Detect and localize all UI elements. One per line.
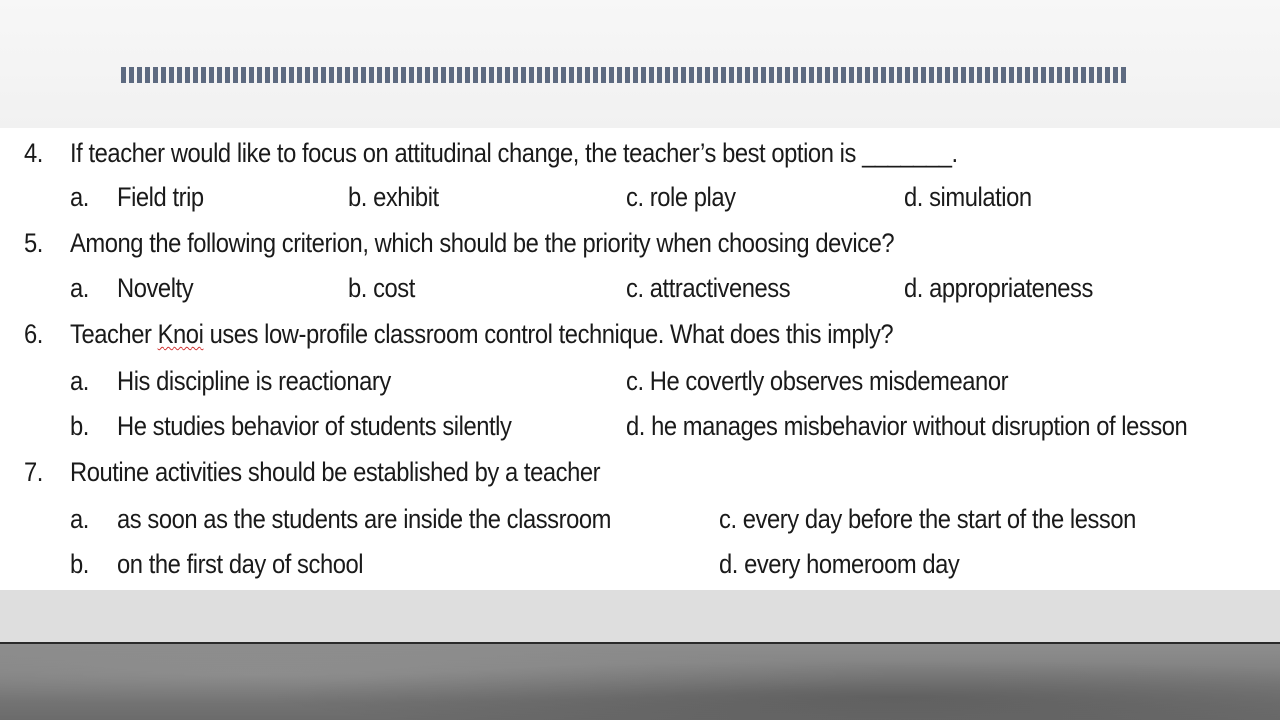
question-5-number: 5. [24,228,43,258]
decorative-stripe-bar [121,67,1127,83]
question-7-text: Routine activities should be established by a teacher [70,457,601,487]
question-7-option-b: on the first day of school [117,549,364,579]
question-6-option-d: d. he manages misbehavior without disruption of lesson [626,411,1188,441]
question-6-option-c: c. He covertly observes misdemeanor [626,366,1009,396]
question-5-option-a-marker: a. [70,273,89,303]
floor-background-image [0,642,1280,720]
slide-header-band [0,0,1280,128]
question-7-option-d: d. every homeroom day [719,549,960,579]
question-4-option-b: b. exhibit [348,182,439,212]
question-4-number: 4. [24,138,43,168]
footer-gray-band [0,590,1280,642]
question-6-text-post: uses low-profile classroom control technique. What does this imply? [203,319,894,349]
question-4-option-a-marker: a. [70,182,89,212]
question-4-option-d: d. simulation [904,182,1032,212]
question-6-text-pre: Teacher [70,319,158,349]
question-6-option-b-marker: b. [70,411,89,441]
question-6-option-a-marker: a. [70,366,89,396]
question-7-option-a: as soon as the students are inside the classroom [117,504,611,534]
question-5-option-c: c. attractiveness [626,273,791,303]
question-5-option-d: d. appropriateness [904,273,1093,303]
question-7-number: 7. [24,457,43,487]
question-7-option-b-marker: b. [70,549,89,579]
spellcheck-flagged-word: Knoi [157,319,204,349]
question-6-option-b: He studies behavior of students silently [117,411,512,441]
question-5-text: Among the following criterion, which should be the priority when choosing device? [70,228,895,258]
question-7-option-c: c. every day before the start of the lesson [719,504,1136,534]
question-6-option-a: His discipline is reactionary [117,366,391,396]
question-7-option-a-marker: a. [70,504,89,534]
question-4-text: If teacher would like to focus on attitudinal change, the teacher’s best option is _______. [70,138,958,168]
question-4-option-c: c. role play [626,182,736,212]
question-5-option-b: b. cost [348,273,415,303]
question-6-text [70,321,893,348]
question-5-option-a: Novelty [117,273,194,303]
question-6-number: 6. [24,319,43,349]
question-4-option-a: Field trip [117,182,204,212]
